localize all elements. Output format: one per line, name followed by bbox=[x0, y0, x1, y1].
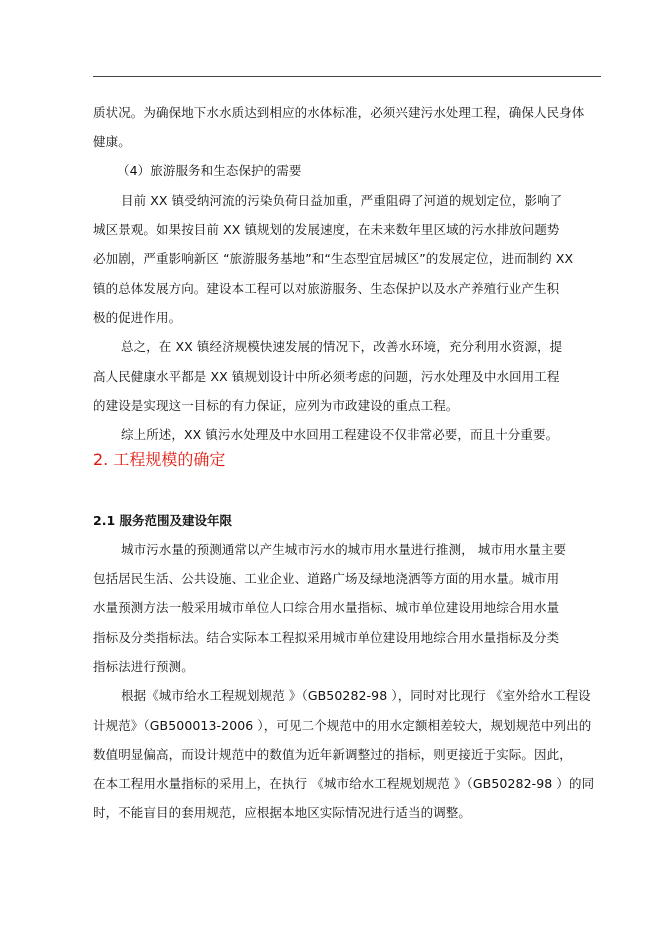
subsection-title: 2.1 服务范围及建设年限 bbox=[93, 513, 232, 528]
paragraph-line: 必加剧，严重影响新区 “旅游服务基地”和“生态型宜居城区”的发展定位，进而制约 XX bbox=[93, 251, 574, 266]
paragraph-line: 极的促进作用。 bbox=[93, 310, 182, 325]
section-heading: 2. 工程规模的确定 bbox=[93, 450, 226, 469]
paragraph-line: 包括居民生活、公共设施、工业企业、道路广场及绿地浇洒等方面的用水量。城市用 bbox=[93, 571, 560, 586]
subsection-heading: （4）旅游服务和生态保护的需要 bbox=[117, 163, 302, 178]
paragraph-line: 根据《城市给水工程规划规范 》（GB50282-98 ），同时对比现行 《室外给水工程设 bbox=[121, 688, 591, 703]
paragraph-line: 目前 XX 镇受纳河流的污染负荷日益加重，严重阻碍了河道的规划定位，影响了 bbox=[121, 193, 563, 208]
paragraph-line: 数值明显偏高，而设计规范中的数值为近年新调整过的指标，则更接近于实际。因此， bbox=[93, 747, 572, 762]
paragraph-line: 指标法进行预测。 bbox=[93, 659, 194, 674]
paragraph-line: 的建设是实现这一目标的有力保证，应列为市政建设的重点工程。 bbox=[93, 398, 459, 413]
paragraph-line: 时，不能盲目的套用规范，应根据本地区实际情况进行适当的调整。 bbox=[93, 805, 472, 820]
paragraph-line: 在本工程用水量指标的采用上，在执行 《城市给水工程规划规范 》（GB50282-98 ）的同 bbox=[93, 776, 595, 791]
paragraph-line: 镇的总体发展方向。建设本工程可以对旅游服务、生态保护以及水产养殖行业产生积 bbox=[93, 281, 560, 296]
paragraph-line: 质状况。为确保地下水水质达到相应的水体标准，必须兴建污水处理工程，确保人民身体 bbox=[93, 105, 585, 120]
paragraph-line: 健康。 bbox=[93, 134, 131, 149]
paragraph-line: 城区景观。如果按目前 XX 镇规划的发展速度，在未来数年里区域的污水排放问题势 bbox=[93, 222, 560, 237]
paragraph-line: 综上所述，XX 镇污水处理及中水回用工程建设不仅非常必要，而且十分重要。 bbox=[121, 427, 559, 442]
header-rule bbox=[93, 76, 601, 77]
paragraph-line: 总之，在 XX 镇经济规模快速发展的情况下，改善水环境，充分利用水资源，提 bbox=[121, 339, 563, 354]
paragraph-line: 指标及分类指标法。结合实际本工程拟采用城市单位建设用地综合用水量指标及分类 bbox=[93, 630, 560, 645]
paragraph-line: 高人民健康水平都是 XX 镇规划设计中所必须考虑的问题，污水处理及中水回用工程 bbox=[93, 369, 560, 384]
paragraph-line: 水量预测方法一般采用城市单位人口综合用水量指标、城市单位建设用地综合用水量 bbox=[93, 600, 560, 615]
paragraph-line: 计规范》（GB500013-2006 ），可见二个规范中的用水定额相差较大，规划规范中列出的 bbox=[93, 718, 592, 733]
paragraph-line: 城市污水量的预测通常以产生城市污水的城市用水量进行推测， 城市用水量主要 bbox=[121, 542, 567, 557]
